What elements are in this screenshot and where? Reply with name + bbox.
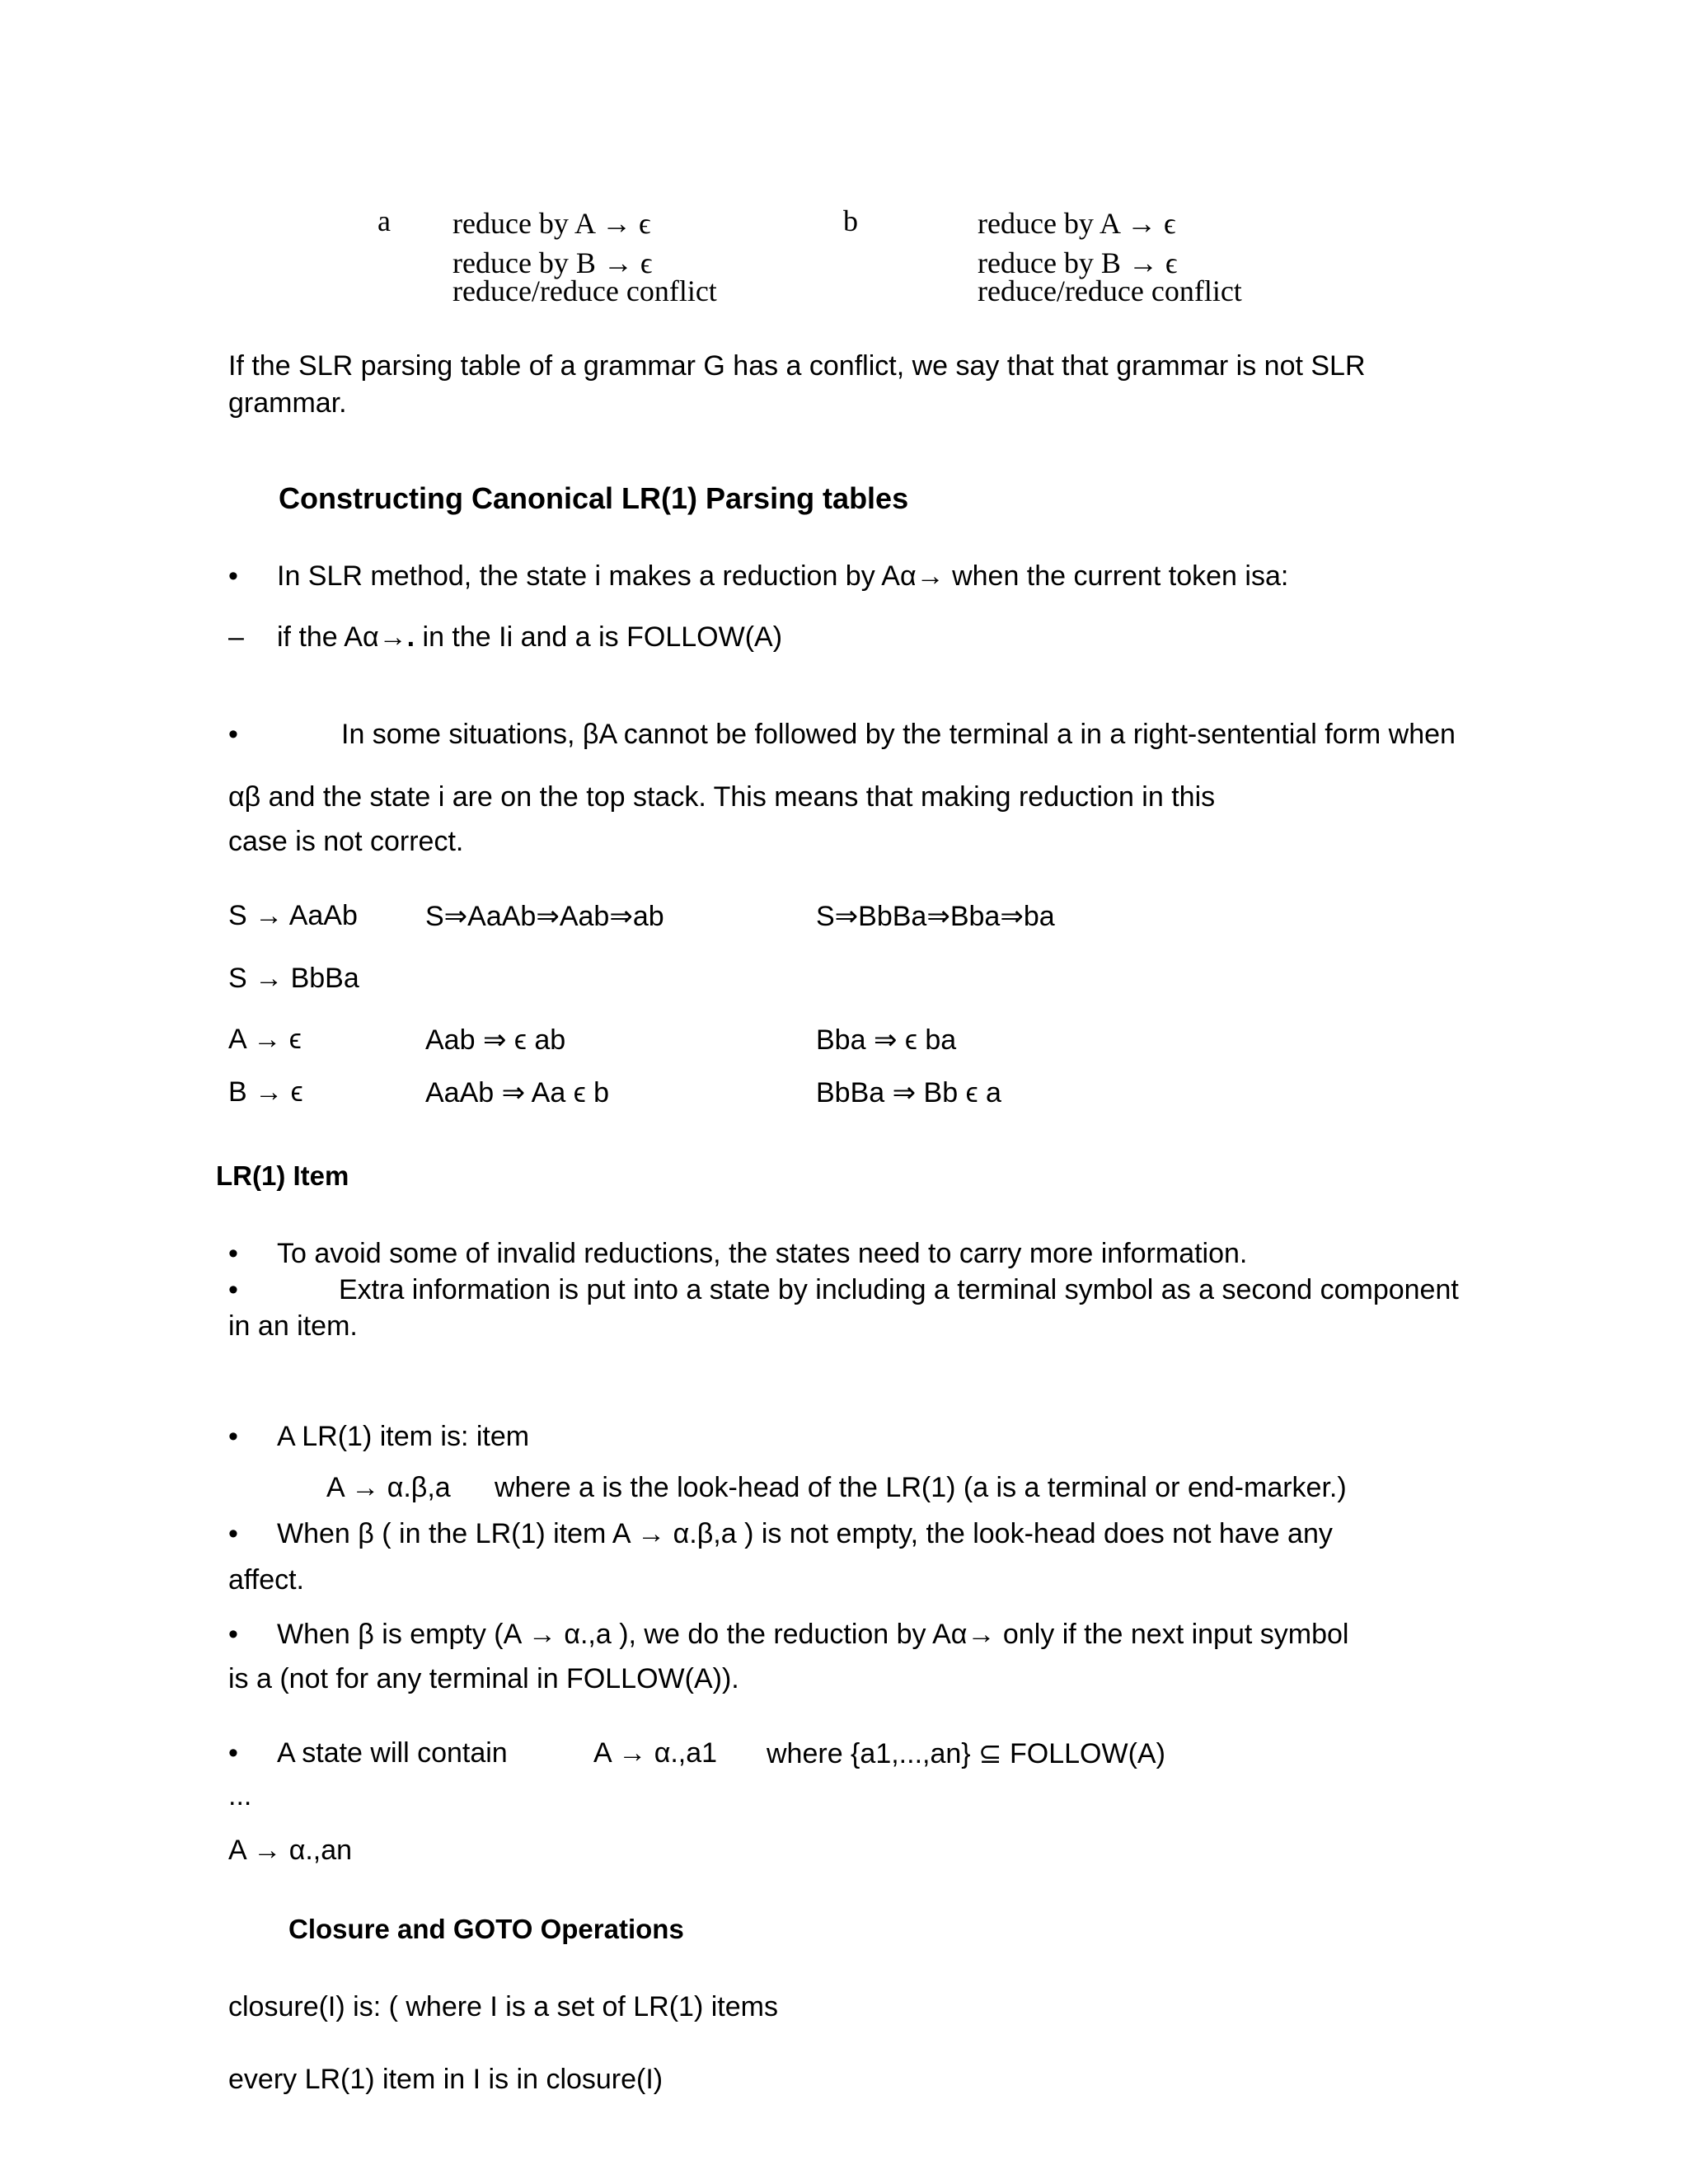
conflict-b-line1: reduce by A → ϵ [978,207,1176,240]
bullet-icon: • [228,1518,238,1549]
grammar-production: S → BbBa [228,963,359,994]
grammar-production: B → ϵ [228,1076,303,1108]
item-bullet4: When β ( in the LR(1) item A → α.β,a ) is not empty, the look-head does not have any [277,1518,1333,1549]
closure-line2: every LR(1) item in I is in closure(I) [228,2064,663,2095]
item-ellipsis: ... [228,1780,252,1811]
grammar-derivation: AaAb ⇒ Aa ϵ b [425,1077,610,1108]
dash1-dot: . [406,621,415,653]
bullet-icon: • [228,1619,238,1650]
item-bullet4-cont: affect. [228,1564,304,1596]
item-bullet5: When β is empty (A → α.,a ), we do the reduction by Aα→ only if the next input symbol [277,1619,1349,1650]
bullet-icon: • [228,1737,238,1769]
section-title-lr1-item: LR(1) Item [216,1160,349,1191]
conflict-a-line1: reduce by A → ϵ [452,207,651,240]
intro-line2: grammar. [228,387,347,419]
intro-line1: If the SLR parsing table of a grammar G has a conflict, we say that that grammar is not SLR [228,350,1366,382]
item-bullet6-where: where {a1,...,an} ⊆ FOLLOW(A) [767,1738,1165,1769]
item-form-desc: where a is the look-head of the LR(1) (a is a terminal or end-marker.) [495,1472,1347,1503]
grammar-derivation: BbBa ⇒ Bb ϵ a [816,1077,1001,1108]
section-title-canonical: Constructing Canonical LR(1) Parsing tables [279,481,909,515]
closure-line1: closure(I) is: ( where I is a set of LR(1) items [228,1991,778,2022]
item-bullet2: Extra information is put into a state by including a terminal symbol as a second component [339,1274,1459,1305]
item-bullet2-cont: in an item. [228,1310,358,1342]
dash-icon: – [228,621,244,653]
canonical-dash1 [277,621,782,654]
canonical-para2: case is not correct. [228,826,464,857]
canonical-para1: αβ and the state i are on the top stack. This means that making reduction in this [228,781,1216,813]
grammar-derivation: Bba ⇒ ϵ ba [816,1024,957,1056]
conflict-a-line3: reduce/reduce conflict [452,274,717,307]
item-bullet6-item: A → α.,a1 [593,1737,718,1769]
canonical-bullet2: In some situations, βA cannot be followed by the terminal a in a right-sentential form when [341,719,1456,750]
lookahead-symbol-a: a [377,204,391,237]
item-form: A → α.β,a [326,1472,451,1503]
item-bullet6-label: A state will contain [277,1737,508,1769]
bullet-icon: • [228,1421,238,1452]
grammar-derivation: S⇒AaAb⇒Aab⇒ab [425,901,664,932]
conflict-b-line3: reduce/reduce conflict [978,274,1242,307]
bullet-icon: • [228,560,238,592]
item-bullet1: To avoid some of invalid reductions, the states need to carry more information. [277,1238,1248,1269]
dash1-suffix: in the Ii and a is FOLLOW(A) [415,621,783,653]
grammar-derivation: Aab ⇒ ϵ ab [425,1024,566,1056]
bullet-icon: • [228,719,238,750]
item-last: A → α.,an [228,1835,353,1866]
grammar-production: A → ϵ [228,1024,302,1055]
section-title-closure: Closure and GOTO Operations [288,1914,684,1944]
bullet-icon: • [228,1274,238,1305]
dash1-prefix: if the Aα→ [277,621,407,653]
conflict-a-line2: reduce by B → ϵ [452,246,653,279]
grammar-derivation: S⇒BbBa⇒Bba⇒ba [816,901,1055,932]
lookahead-symbol-b: b [843,204,858,237]
conflict-b-line2: reduce by B → ϵ [978,246,1178,279]
item-bullet3: A LR(1) item is: item [277,1421,530,1452]
grammar-production: S → AaAb [228,900,358,931]
item-bullet5-cont: is a (not for any terminal in FOLLOW(A)). [228,1663,739,1694]
bullet-icon: • [228,1238,238,1269]
canonical-bullet1: In SLR method, the state i makes a reduction by Aα→ when the current token isa: [277,560,1289,592]
